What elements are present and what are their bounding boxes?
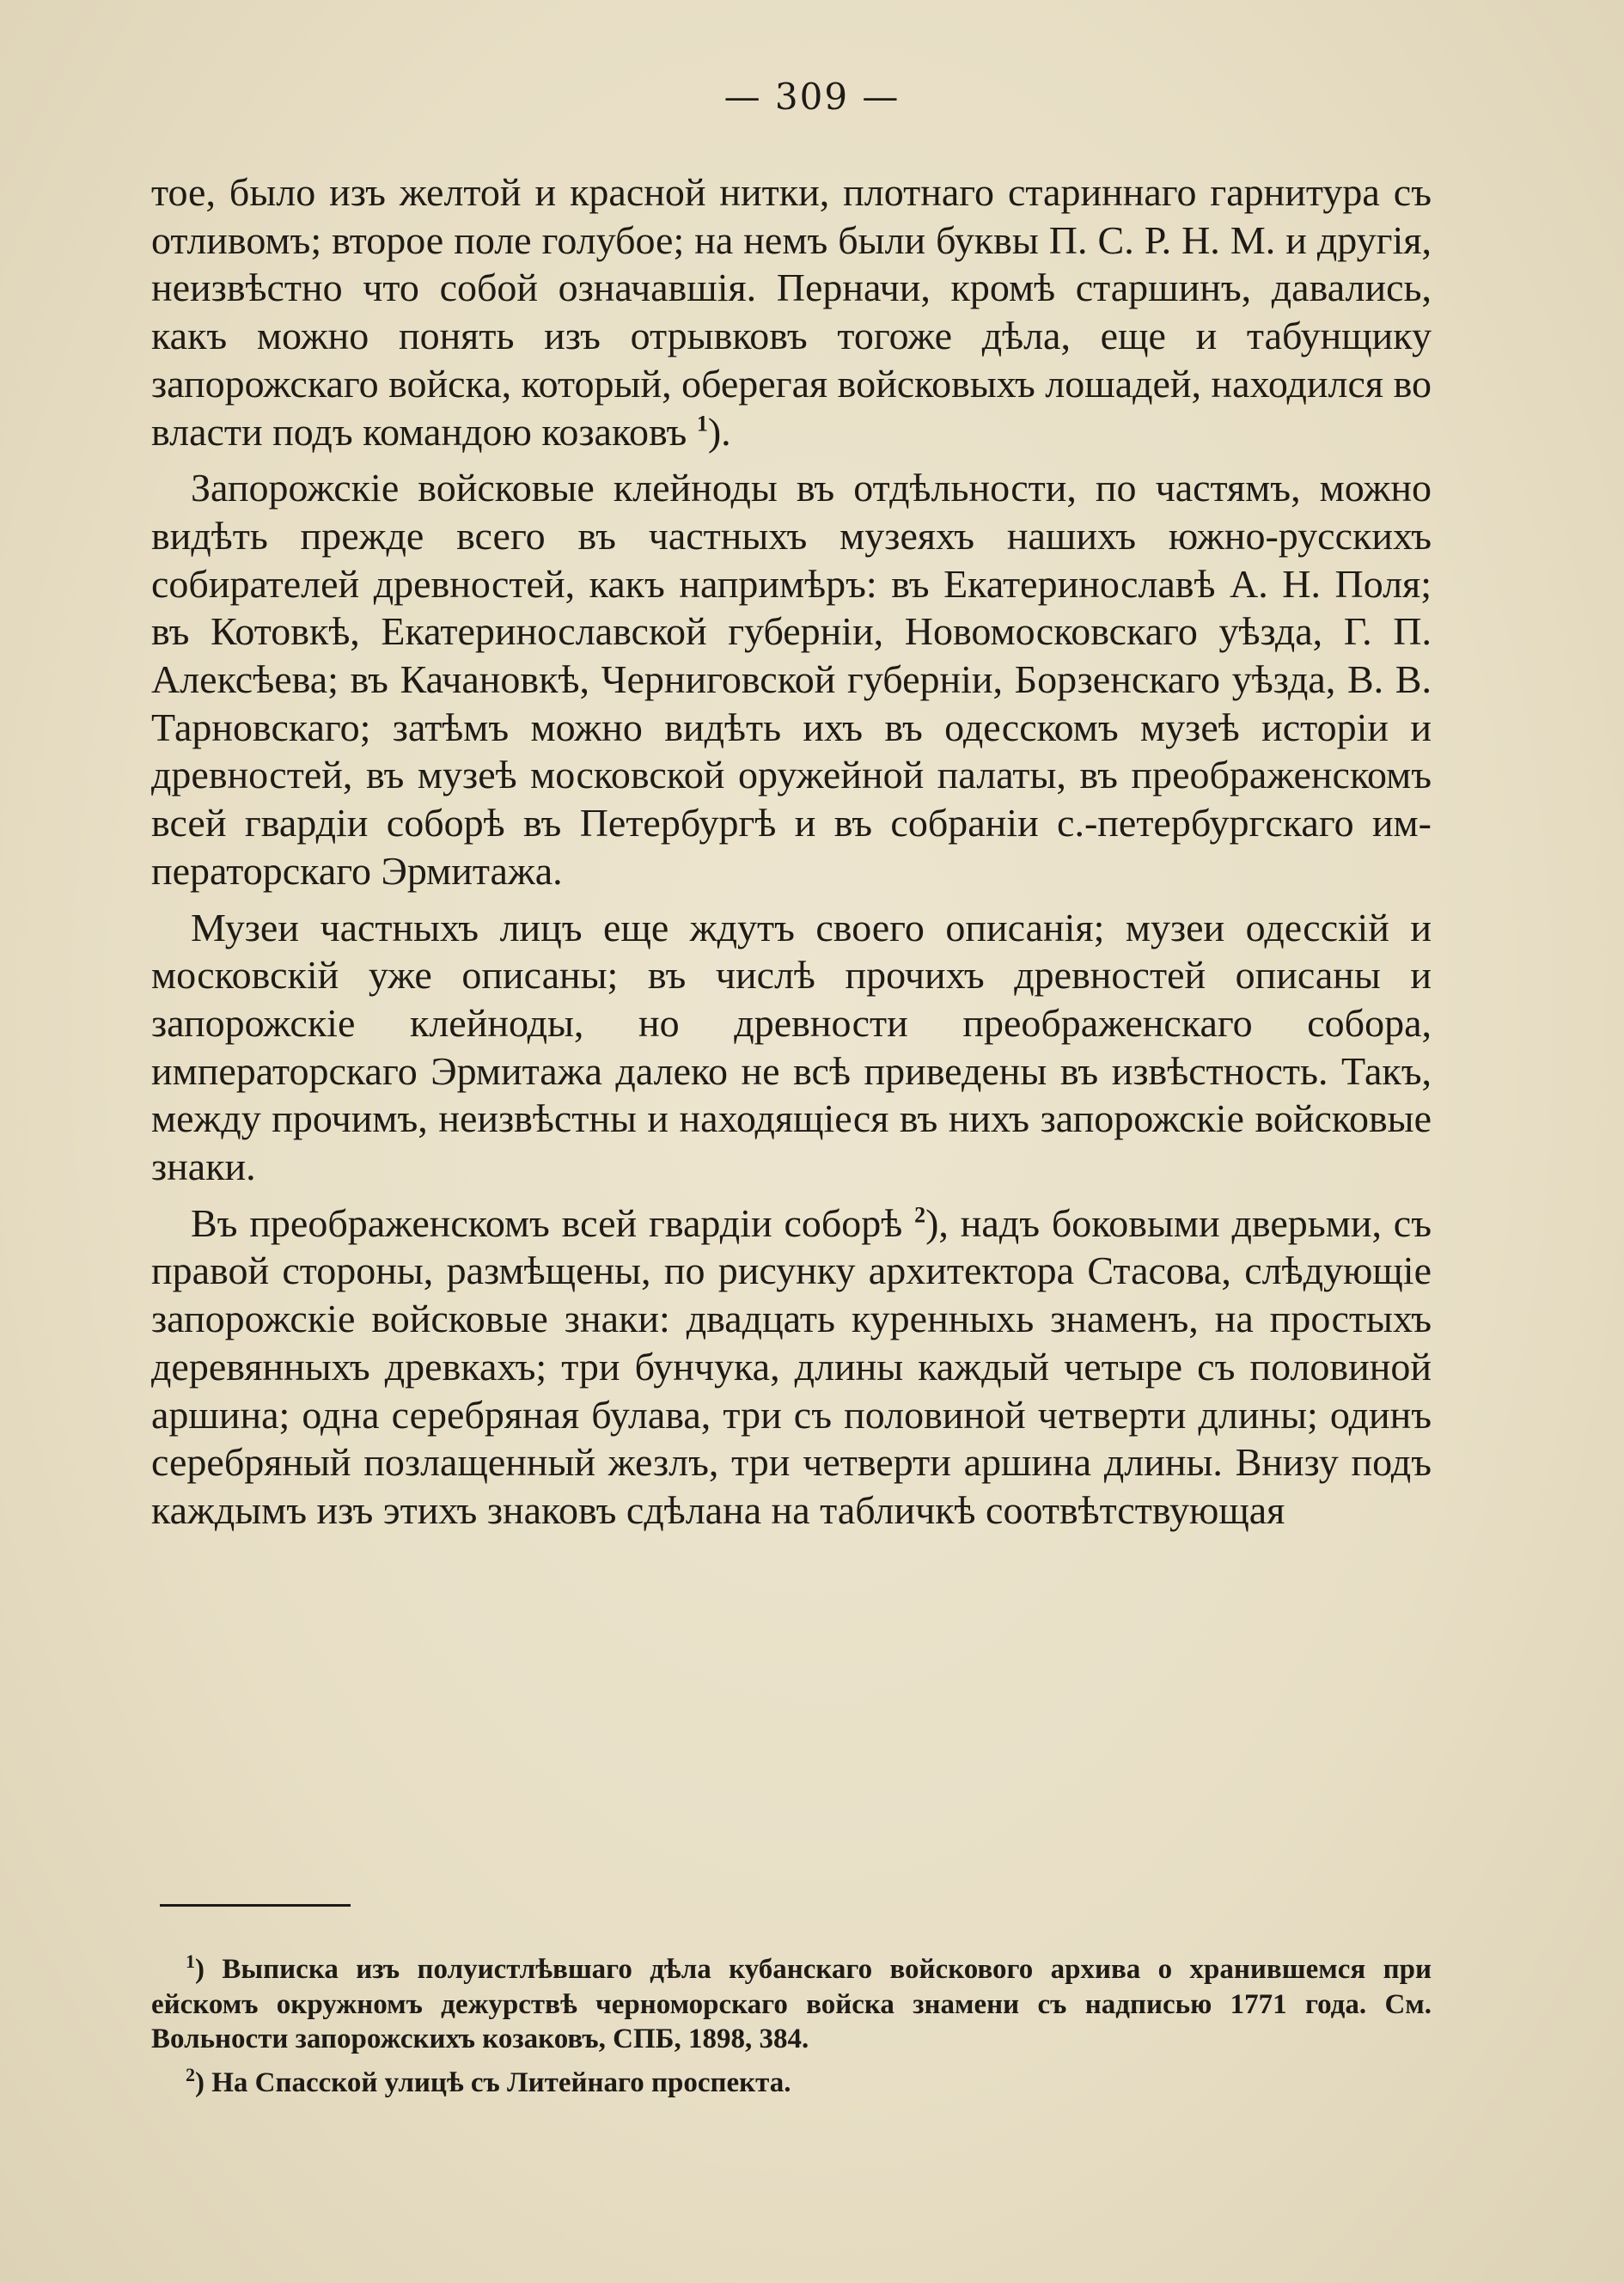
footnote-2: [151, 2063, 1432, 2101]
footnote-ref-1: 1: [696, 411, 708, 436]
footnote-text: ) Выписка изъ полуистлѣвшаго дѣла кубанскаго войскового архива о хранившемся при ейскомъ окружномъ дежурствѣ черноморскаго войска знамени съ надписью 1771 года. См. Вольности запорожскихъ козаковъ, СПБ, 1898, 384.: [151, 1954, 1432, 2054]
footnote-text: ) На Спасской улицѣ съ Литейнаго проспекта.: [195, 2066, 791, 2098]
footnote-mark: 2: [186, 2063, 195, 2085]
footnote-1: [151, 1952, 1432, 2057]
paragraph-tail: ), надъ боковыми дверьми, съ правой стороны, размѣщены, по рисунку архитектора Стасова, слѣдующіе запорожскіе войсковые знаки: двадцать куренныхь знаменъ, на простыхъ деревянныхъ древкахъ; три бунчука, длины каждый четыре съ половиной аршина; одна серебряная булава, три съ половиной четверти длины; одинъ серебряный позлащенный жезлъ, три четверти аршина длины. Внизу подъ каждымъ изъ этихъ знаковъ сдѣлана на табличкѣ соотвѣтствующая: [151, 1200, 1432, 1532]
main-text: [151, 168, 1432, 1535]
paragraph-1: [151, 168, 1432, 455]
paragraph-text: тое, было изъ желтой и красной нитки, плотнаго стариннаго гарнитура съ отливомъ; второе поле голубое; на немъ были буквы П. С. Р. Н. М. и другія, неизвѣстно что собой означавшія. Перначи, кромѣ старшинъ, давались, какъ можно понять изъ отрывковъ тогоже дѣла, еще и табунщику запорожскаго войска, который, оберегая войсковыхъ лошадей, находился во власти подъ командою козаковъ: [151, 170, 1432, 454]
paragraph-tail: ).: [707, 409, 731, 454]
paragraph-text: Въ преображенскомъ всей гвардіи соборѣ: [191, 1200, 903, 1245]
paragraph-4: [151, 1199, 1432, 1535]
page-number: — 309 —: [723, 76, 901, 118]
footnote-divider: [160, 1904, 351, 1907]
footnote-ref-2: 2: [914, 1202, 926, 1228]
footnotes: [151, 1952, 1432, 2100]
paragraph-3: [151, 904, 1432, 1191]
footnote-mark: 1: [186, 1950, 195, 1972]
paragraph-text: Музеи частныхъ лицъ еще ждутъ своего описанія; музеи одесскій и московскій уже описаны; въ числѣ прочихъ древностей описаны и запорожскіе клейноды, но древности преображенскаго собора, императорскаго Эрмитажа далеко не всѣ приведены въ извѣстность. Такъ, между прочимъ, неизвѣстны и находящіеся въ нихъ запорожскіе войсковые знаки.: [151, 905, 1432, 1189]
paragraph-text: Запорожскіе войсковые клейноды въ отдѣльности, по частямъ, можно видѣть прежде всего въ частныхъ музеяхъ нашихъ южно-русскихъ собирателей древностей, какъ напримѣръ: въ Екатеринославѣ А. Н. Поля; въ Котовкѣ, Екатеринославской губерніи, Новомосковскаго уѣзда, Г. П. Алексѣева; въ Качановкѣ, Черниговской губерніи, Борзенскаго уѣзда, В. В. Тарновскаго; затѣмъ можно видѣть ихъ въ одесскомъ музеѣ исторіи и древностей, въ музеѣ московской оружейной палаты, въ преображенскомъ всей гвардіи соборѣ въ Петербургѣ и въ собраніи с.-петербургскаго императорскаго Эрмитажа.: [151, 466, 1432, 893]
paragraph-2: [151, 464, 1432, 894]
